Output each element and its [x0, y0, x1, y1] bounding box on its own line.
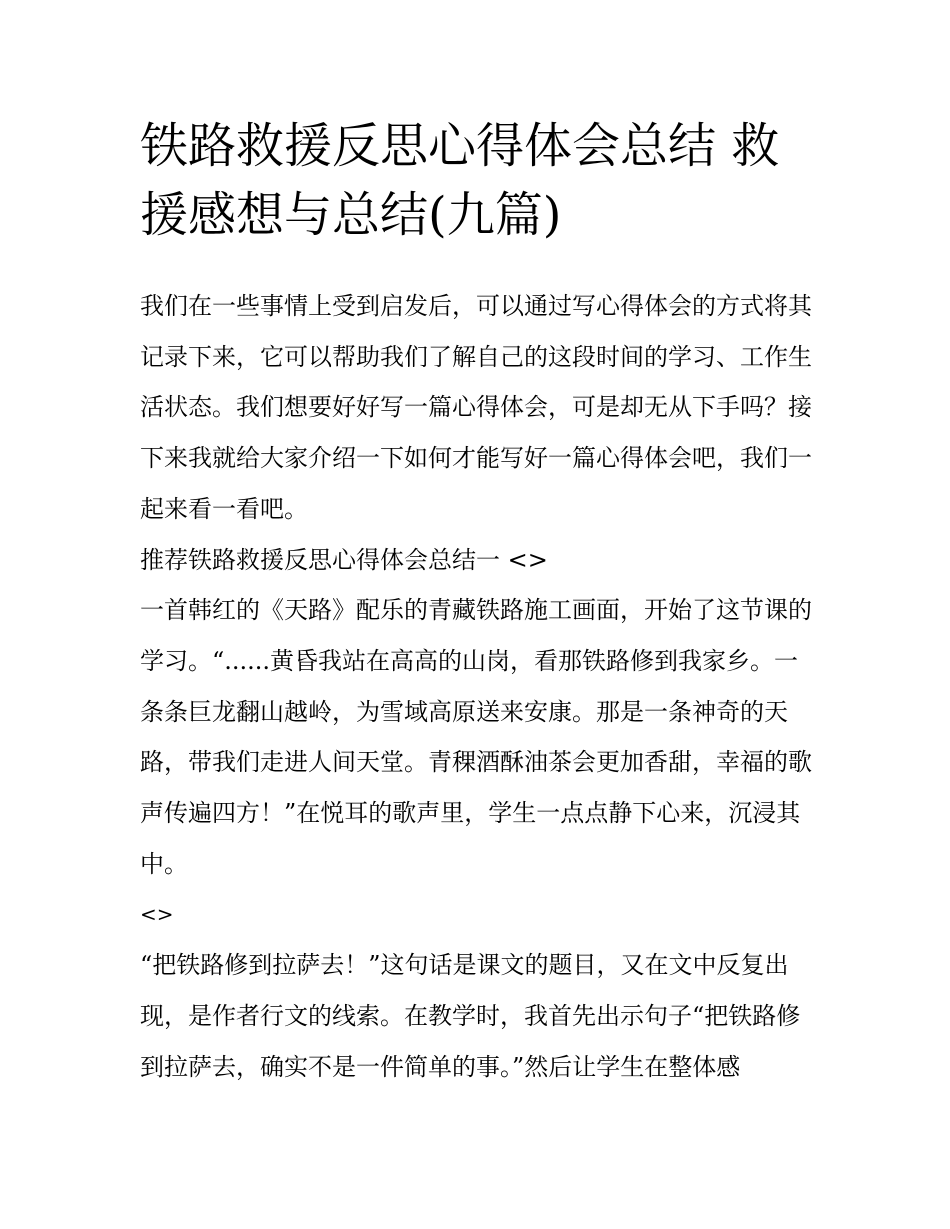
- placeholder-marker: <>: [140, 902, 174, 927]
- section-heading: 推荐铁路救援反思心得体会总结一 <>: [140, 545, 548, 574]
- intro-paragraph: 我们在一些事情上受到启发后，可以通过写心得体会的方式将其记录下来，它可以帮助我们了解自己的这段时间的学习、工作生活状态。我们想要好好写一篇心得体会，可是却无从下手吗？接下来我就给大家介绍一下如何才能写好一篇心得体会吧，我们一起来看一看吧。: [140, 292, 812, 523]
- document-title: 铁路救援反思心得体会总结 救援感想与总结(九篇): [140, 118, 780, 243]
- body-paragraph: 一首韩红的《天路》配乐的青藏铁路施工画面，开始了这节课的学习。“......黄昏我站在高高的山岗，看那铁路修到我家乡。一条条巨龙翻山越岭，为雪域高原送来安康。那是一条神奇的天路，带我们走进人间天堂。青稞酒酥油茶会更加香甜，幸福的歌声传遍四方！”在悦耳的歌声里，学生一点点静下心来，沉浸其中。: [140, 596, 812, 878]
- body-paragraph: “把铁路修到拉萨去！”这句话是课文的题目，又在文中反复出现，是作者行文的线索。在教学时，我首先出示句子“把铁路修到拉萨去，确实不是一件简单的事。”然后让学生在整体感: [140, 951, 801, 1081]
- document-body: [140, 281, 816, 1092]
